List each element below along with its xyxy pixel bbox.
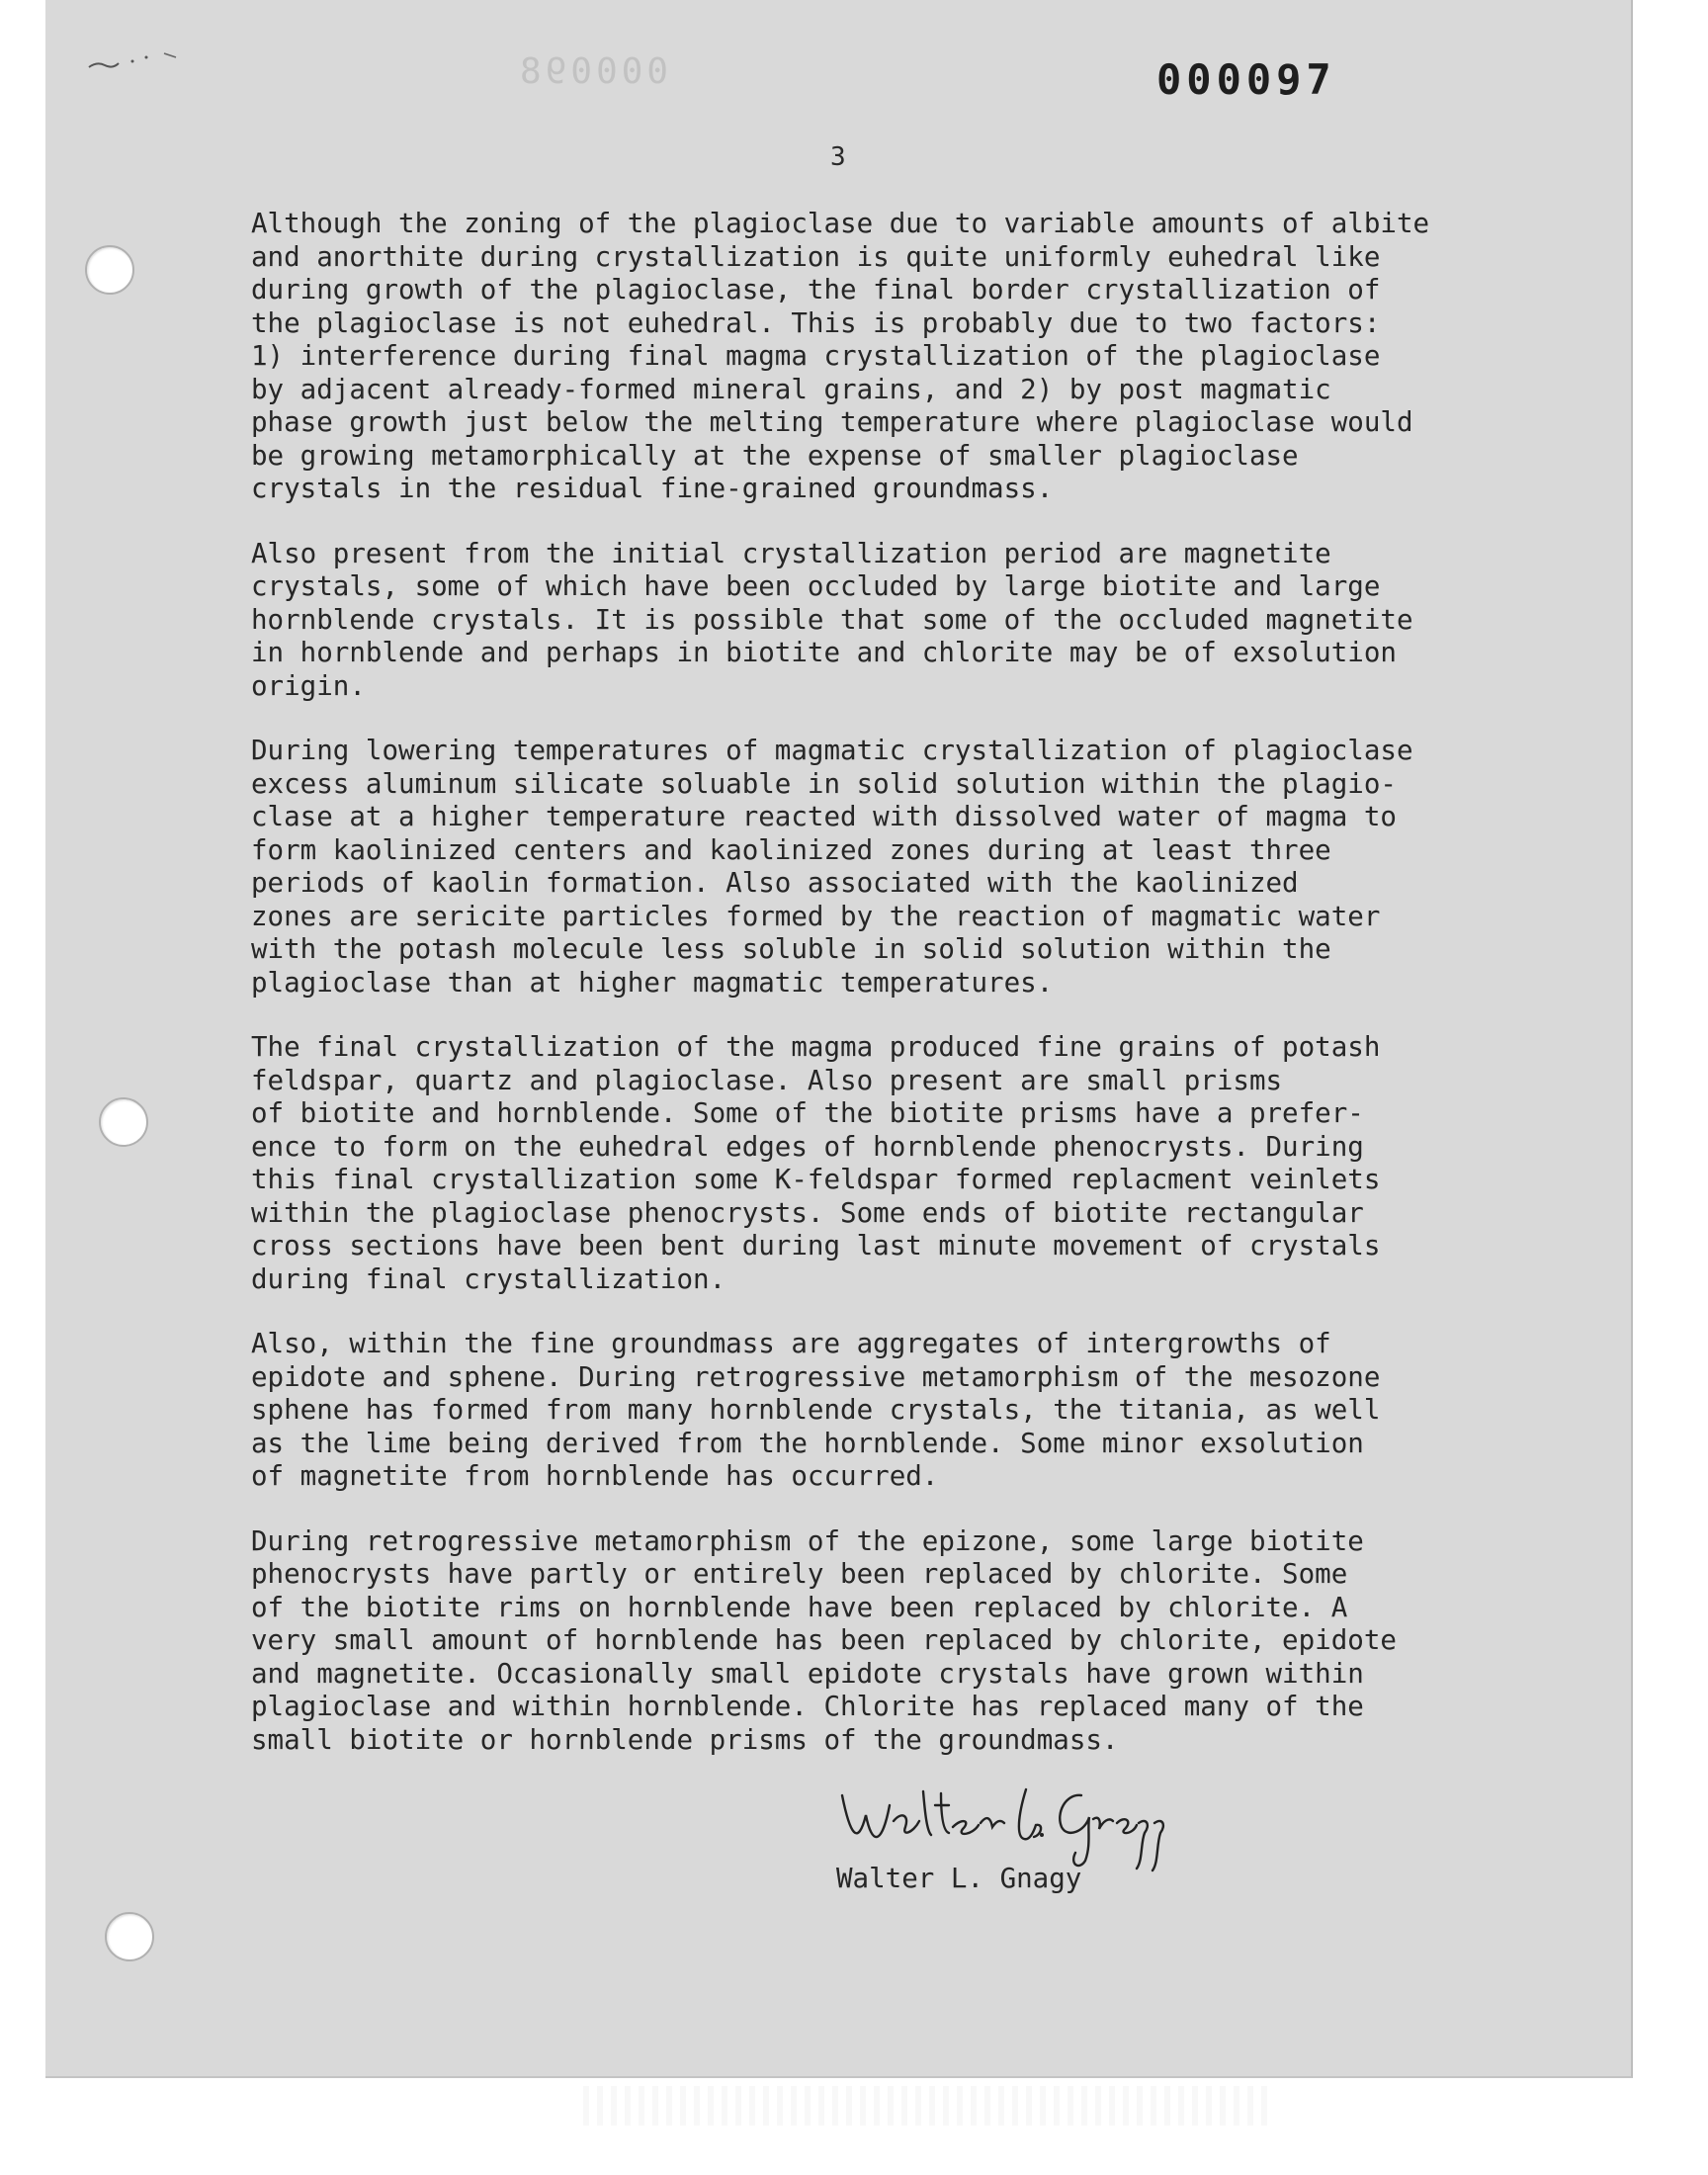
text-line: of magnetite from hornblende has occurred. [251,1460,939,1492]
document-page [45,0,1633,2078]
text-line: during final crystallization. [251,1262,726,1295]
text-line: Although the zoning of the plagioclase due to variable amounts of albite [251,208,1430,239]
text-line: During lowering temperatures of magmatic crystallization of plagioclase [251,735,1413,766]
text-line: phase growth just below the melting temperature where plagioclase would [251,406,1413,438]
text-line: in hornblende and perhaps in biotite and chlorite may be of exsolution [251,637,1397,668]
bleed-through-number: 000098 [516,51,669,92]
text-line: with the potash molecule less soluble in solid solution within the [251,933,1331,965]
text-line: small biotite or hornblende prisms of the groundmass. [251,1723,1119,1756]
paragraph-kaolinization [251,735,1526,1000]
text-line: and magnetite. Occasionally small epidote crystals have grown within [251,1657,1364,1690]
text-line: crystals, some of which have been occluded by large biotite and large [251,570,1381,602]
text-line: and anorthite during crystallization is quite uniformly euhedral like [251,240,1381,273]
handwritten-signature [832,1766,1208,1874]
text-line: epidote and sphene. During retrogressive metamorphism of the mesozone [251,1360,1381,1393]
page-number: 3 [830,142,846,172]
text-line: the plagioclase is not euhedral. This is probably due to two factors: [251,306,1381,339]
text-line: crystals in the residual fine-grained groundmass. [251,473,1054,504]
scan-specks [85,47,204,87]
text-line: within the plagioclase phenocrysts. Some ends of biotite rectangular [251,1196,1364,1229]
text-line: 1) interference during final magma crystallization of the plagioclase [251,340,1381,372]
text-line: phenocrysts have partly or entirely been replaced by chlorite. Some [251,1558,1348,1590]
text-line: plagioclase and within hornblende. Chlorite has replaced many of the [251,1691,1364,1722]
text-line: hornblende crystals. It is possible that some of the occluded magnetite [251,603,1413,636]
signer-typed-name: Walter L. Gnagy [836,1863,1082,1894]
text-line: as the lime being derived from the hornblende. Some minor exsolution [251,1427,1364,1459]
text-line: excess aluminum silicate soluable in solid solution within the plagio- [251,767,1397,800]
paragraph-groundmass [251,1328,1526,1494]
text-line: during growth of the plagioclase, the final border crystallization of [251,274,1381,305]
punch-hole-icon [85,245,134,295]
text-line: periods of kaolin formation. Also associated with the kaolinized [251,867,1299,899]
text-line: Also, within the fine groundmass are aggregates of intergrowths of [251,1328,1331,1359]
text-line: of the biotite rims on hornblende have been replaced by chlorite. A [251,1591,1348,1623]
text-line: The final crystallization of the magma produced fine grains of potash [251,1031,1381,1063]
text-line: ence to form on the euhedral edges of hornblende phenocrysts. During [251,1130,1364,1163]
text-line: Also present from the initial crystallization period are magnetite [251,537,1331,569]
text-line: clase at a higher temperature reacted with dissolved water of magma to [251,801,1397,832]
text-line: of biotite and hornblende. Some of the biotite prisms have a prefer- [251,1097,1364,1129]
document-body [251,208,1526,1788]
punch-hole-icon [99,1097,148,1147]
paragraph-retrogressive-epizone [251,1525,1526,1758]
paragraph-magnetite [251,538,1526,704]
document-control-number: 000097 [1156,55,1336,104]
text-line: feldspar, quartz and plagioclase. Also present are small prisms [251,1064,1283,1096]
text-line: cross sections have been bent during last minute movement of crystals [251,1230,1381,1262]
text-line: origin. [251,669,366,702]
punch-hole-icon [105,1912,154,1961]
text-line: plagioclase than at higher magmatic temperatures. [251,966,1054,999]
text-line: by adjacent already-formed mineral grains, and 2) by post magmatic [251,373,1331,405]
text-line: During retrogressive metamorphism of the epizone, some large biotite [251,1524,1364,1557]
text-line: be growing metamorphically at the expense of smaller plagioclase [251,439,1299,472]
paragraph-plagioclase-zoning [251,208,1526,506]
paragraph-final-crystallization [251,1031,1526,1296]
scan-edge-artifact [583,2086,1275,2126]
text-line: sphene has formed from many hornblende crystals, the titania, as well [251,1394,1381,1426]
text-line: zones are sericite particles formed by the reaction of magmatic water [251,900,1381,932]
text-line: very small amount of hornblende has been replaced by chlorite, epidote [251,1624,1397,1656]
text-line: this final crystallization some K-feldspar formed replacment veinlets [251,1164,1381,1195]
text-line: form kaolinized centers and kaolinized zones during at least three [251,833,1331,866]
